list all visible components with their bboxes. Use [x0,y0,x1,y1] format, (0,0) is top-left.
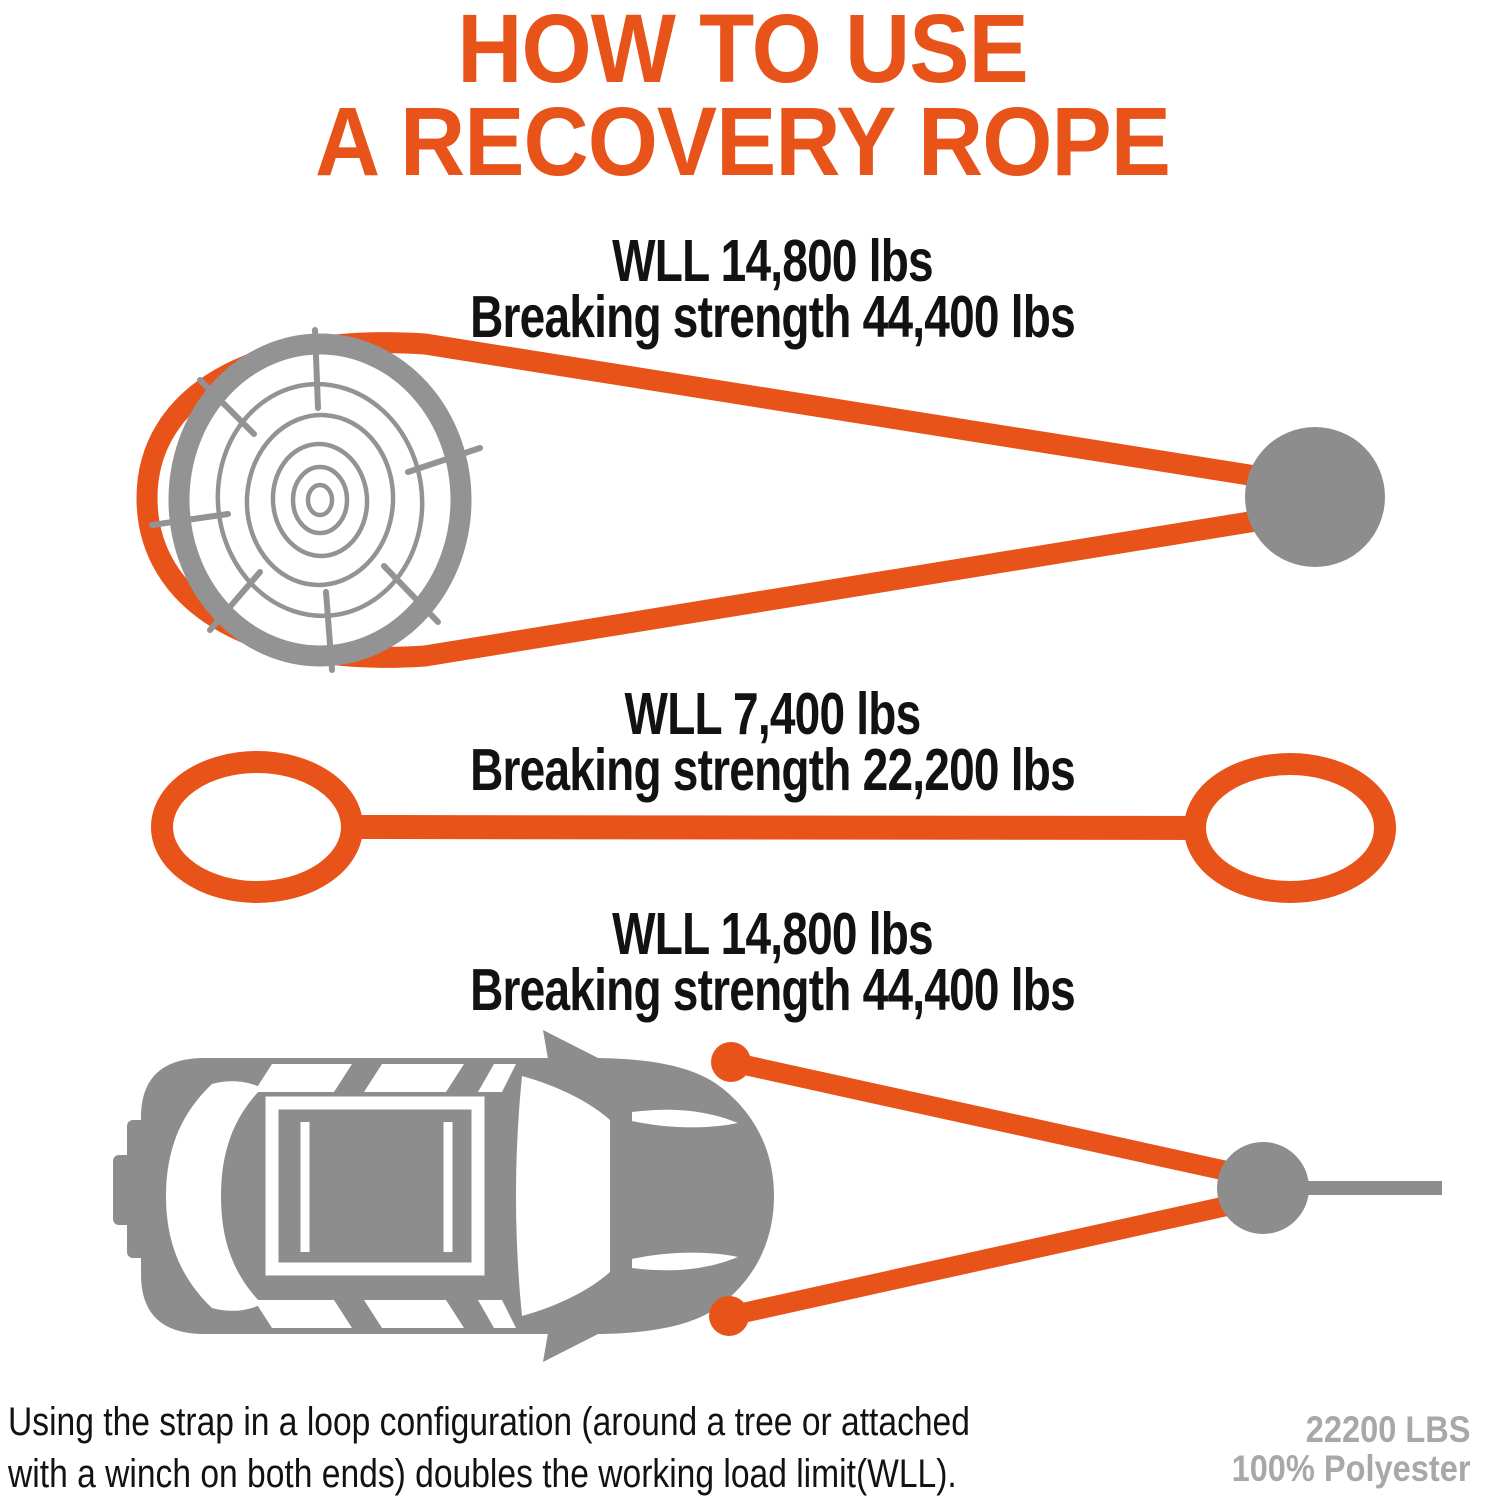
attachment-dot-upper-icon [711,1042,751,1082]
vehicle-wll: WLL 14,800 lbs [612,901,933,967]
eye-loop-left-icon [162,762,352,892]
spec-material: 100% Polyester [1232,1448,1471,1489]
footer-note-line-1: Using the strap in a loop configuration (around a tree or attached [8,1400,970,1444]
vehicle-top-view-icon [113,1030,774,1362]
page-title-line-1: HOW TO USE [457,0,1028,103]
footer-note [8,1396,970,1500]
tree-loop-diagram [147,330,1385,670]
footer-note-line-2: with a winch on both ends) doubles the working load limit(WLL). [8,1452,957,1496]
rope-upper [731,1062,1245,1175]
page-title-line-2: A RECOVERY ROPE [315,87,1170,196]
tree-loop-wll: WLL 14,800 lbs [612,228,933,294]
tow-bar [1300,1181,1442,1195]
vehicle-tow-diagram [113,1030,1442,1362]
tow-ball-icon [1217,1142,1309,1234]
tree-loop-breaking: Breaking strength 44,400 lbs [470,284,1075,350]
straight-rope-diagram [162,762,1385,892]
eye-loop-right-icon [1195,764,1385,892]
rope-straight [345,827,1200,828]
attachment-dot-lower-icon [709,1296,749,1336]
spec-capacity: 22200 LBS [1306,1409,1471,1450]
rope-lower [729,1202,1245,1316]
product-spec [1232,1410,1471,1488]
straight-strap-wll: WLL 7,400 lbs [624,681,921,747]
vehicle-breaking: Breaking strength 44,400 lbs [470,957,1075,1023]
anchor-ball-icon [1245,427,1385,567]
straight-strap-breaking: Breaking strength 22,200 lbs [470,737,1075,803]
